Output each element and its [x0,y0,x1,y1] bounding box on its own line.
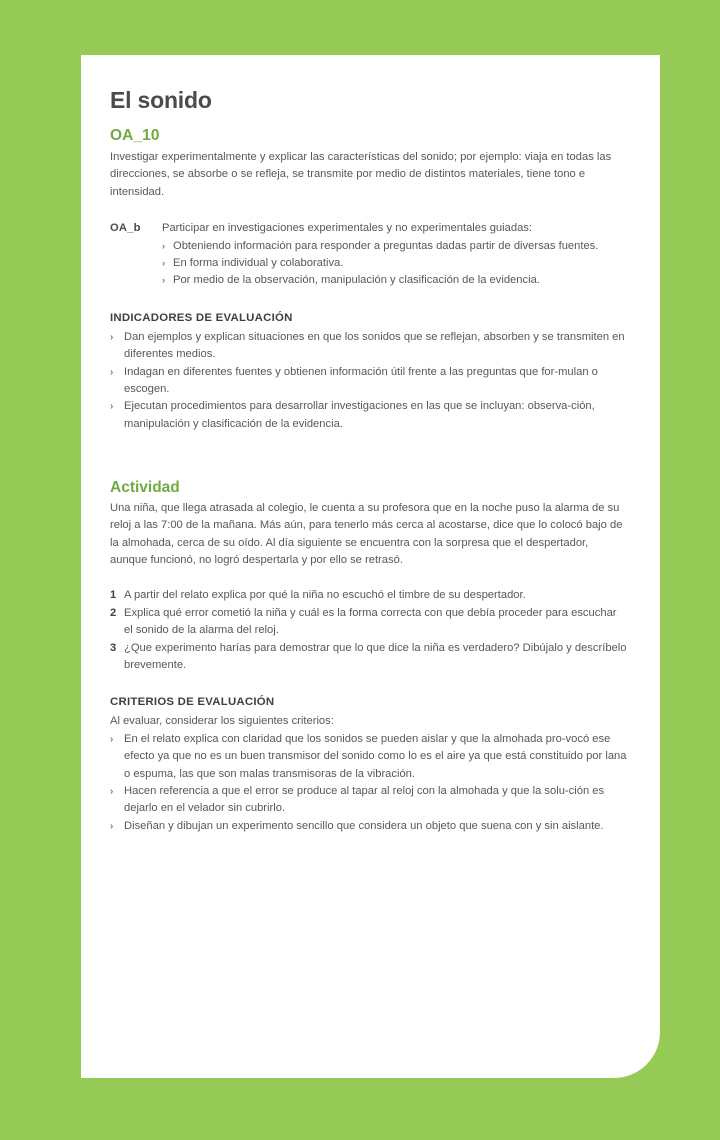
oa-b-body [162,220,627,290]
list-item-text: Dan ejemplos y explican situaciones en que los sonidos que se reflejan, absorben y se transmiten en diferentes medios. [124,330,625,361]
list-item [110,329,627,364]
list-item-text: Diseñan y dibujan un experimento sencillo que considera un objeto que suena con y sin aislante. [124,819,604,832]
step-number: 2 [110,606,117,619]
step-number: 1 [110,589,117,602]
chevron-right-icon: › [110,820,114,832]
list-item-text: Indagan en diferentes fuentes y obtienen información útil frente a las preguntas que for-mulan o escogen. [124,365,598,395]
list-item-text: En forma individual y colaborativa. [173,256,344,269]
step-text: A partir del relato explica por qué la niña no escuchó el timbre de su despertador. [124,589,526,602]
step-text: Explica qué error cometió la niña y cuál es la forma correcta con que debía proceder para escuchar el sonido de la alarma del reloj. [124,606,617,637]
oa-b-label: OA_b [110,222,141,235]
list-item-text: Hacen referencia a que el error se produce al tapar al reloj con la almohada y que la solu-ción es dejarlo en el velador sin cubrirlo. [124,785,605,815]
list-item [110,640,627,675]
page-content [110,88,627,835]
chevron-right-icon: › [110,366,114,378]
list-item-text: En el relato explica con claridad que los sonidos se pueden aislar y que la almohada pro-vocó ese efecto ya que no es un buen transmisor del sonido como lo es el aire ya que está constituido por lana o espuma, las que son malas transmisoras de la vibración. [124,732,627,780]
chevron-right-icon: › [110,401,114,413]
criterios-list [110,731,627,835]
list-item [110,783,627,818]
chevron-right-icon: › [110,733,114,745]
document-page [81,55,660,1078]
indicadores-list [110,329,627,433]
oa-b-block [110,220,627,290]
step-number: 3 [110,641,117,654]
list-item [110,398,627,433]
oa-description: Investigar experimentalmente y explicar las características del sonido; por ejemplo: viaja en todas las direcciones, se absorbe o se refleja, se transmite por medio de distintos materiales, tiene tono e intensidad. [110,150,612,198]
list-item-text: Obteniendo información para responder a preguntas dadas partir de diversas fuentes. [173,239,599,252]
list-item [162,272,627,289]
criterios-intro: Al evaluar, considerar los siguientes criterios: [110,715,334,728]
oa-b-intro: Participar en investigaciones experimentales y no experimentales guiadas: [162,222,533,235]
chevron-right-icon: › [162,240,166,252]
oa-code-heading: OA_10 [110,127,160,145]
indicadores-heading: INDICADORES DE EVALUACIÓN [110,311,293,324]
oa-b-list [162,238,627,290]
page-title: El sonido [110,87,212,113]
list-item [110,605,627,640]
actividad-heading: Actividad [110,479,180,497]
criterios-heading: CRITERIOS DE EVALUACIÓN [110,696,275,709]
chevron-right-icon: › [162,257,166,269]
list-item [110,364,627,399]
list-item-text: Ejecutan procedimientos para desarrollar investigaciones en las que se incluyan: observa-ción, manipulación y clasificación de la evidencia. [124,400,595,430]
list-item [162,255,627,272]
list-item [110,731,627,783]
list-item [110,587,627,604]
list-item [110,818,627,835]
actividad-description: Una niña, que llega atrasada al colegio, le cuenta a su profesora que en la noche puso la alarma de su reloj a las 7:00 de la mañana. Más aún, para tenerlo más cerca al acostarse, dice que lo colocó bajo de la almohada, cerca de su oído. Al día siguiente se encuentra con la sorpresa que el despertador, aunque funcionó, no logró despertarla y por ello se retrasó. [110,501,623,566]
actividad-steps [110,587,627,674]
chevron-right-icon: › [110,331,114,343]
list-item [162,238,627,255]
step-text: ¿Que experimento harías para demostrar que lo que dice la niña es verdadero? Dibújalo y descríbelo brevemente. [124,641,627,672]
list-item-text: Por medio de la observación, manipulación y clasificación de la evidencia. [173,274,540,287]
chevron-right-icon: › [162,275,166,287]
chevron-right-icon: › [110,786,114,798]
